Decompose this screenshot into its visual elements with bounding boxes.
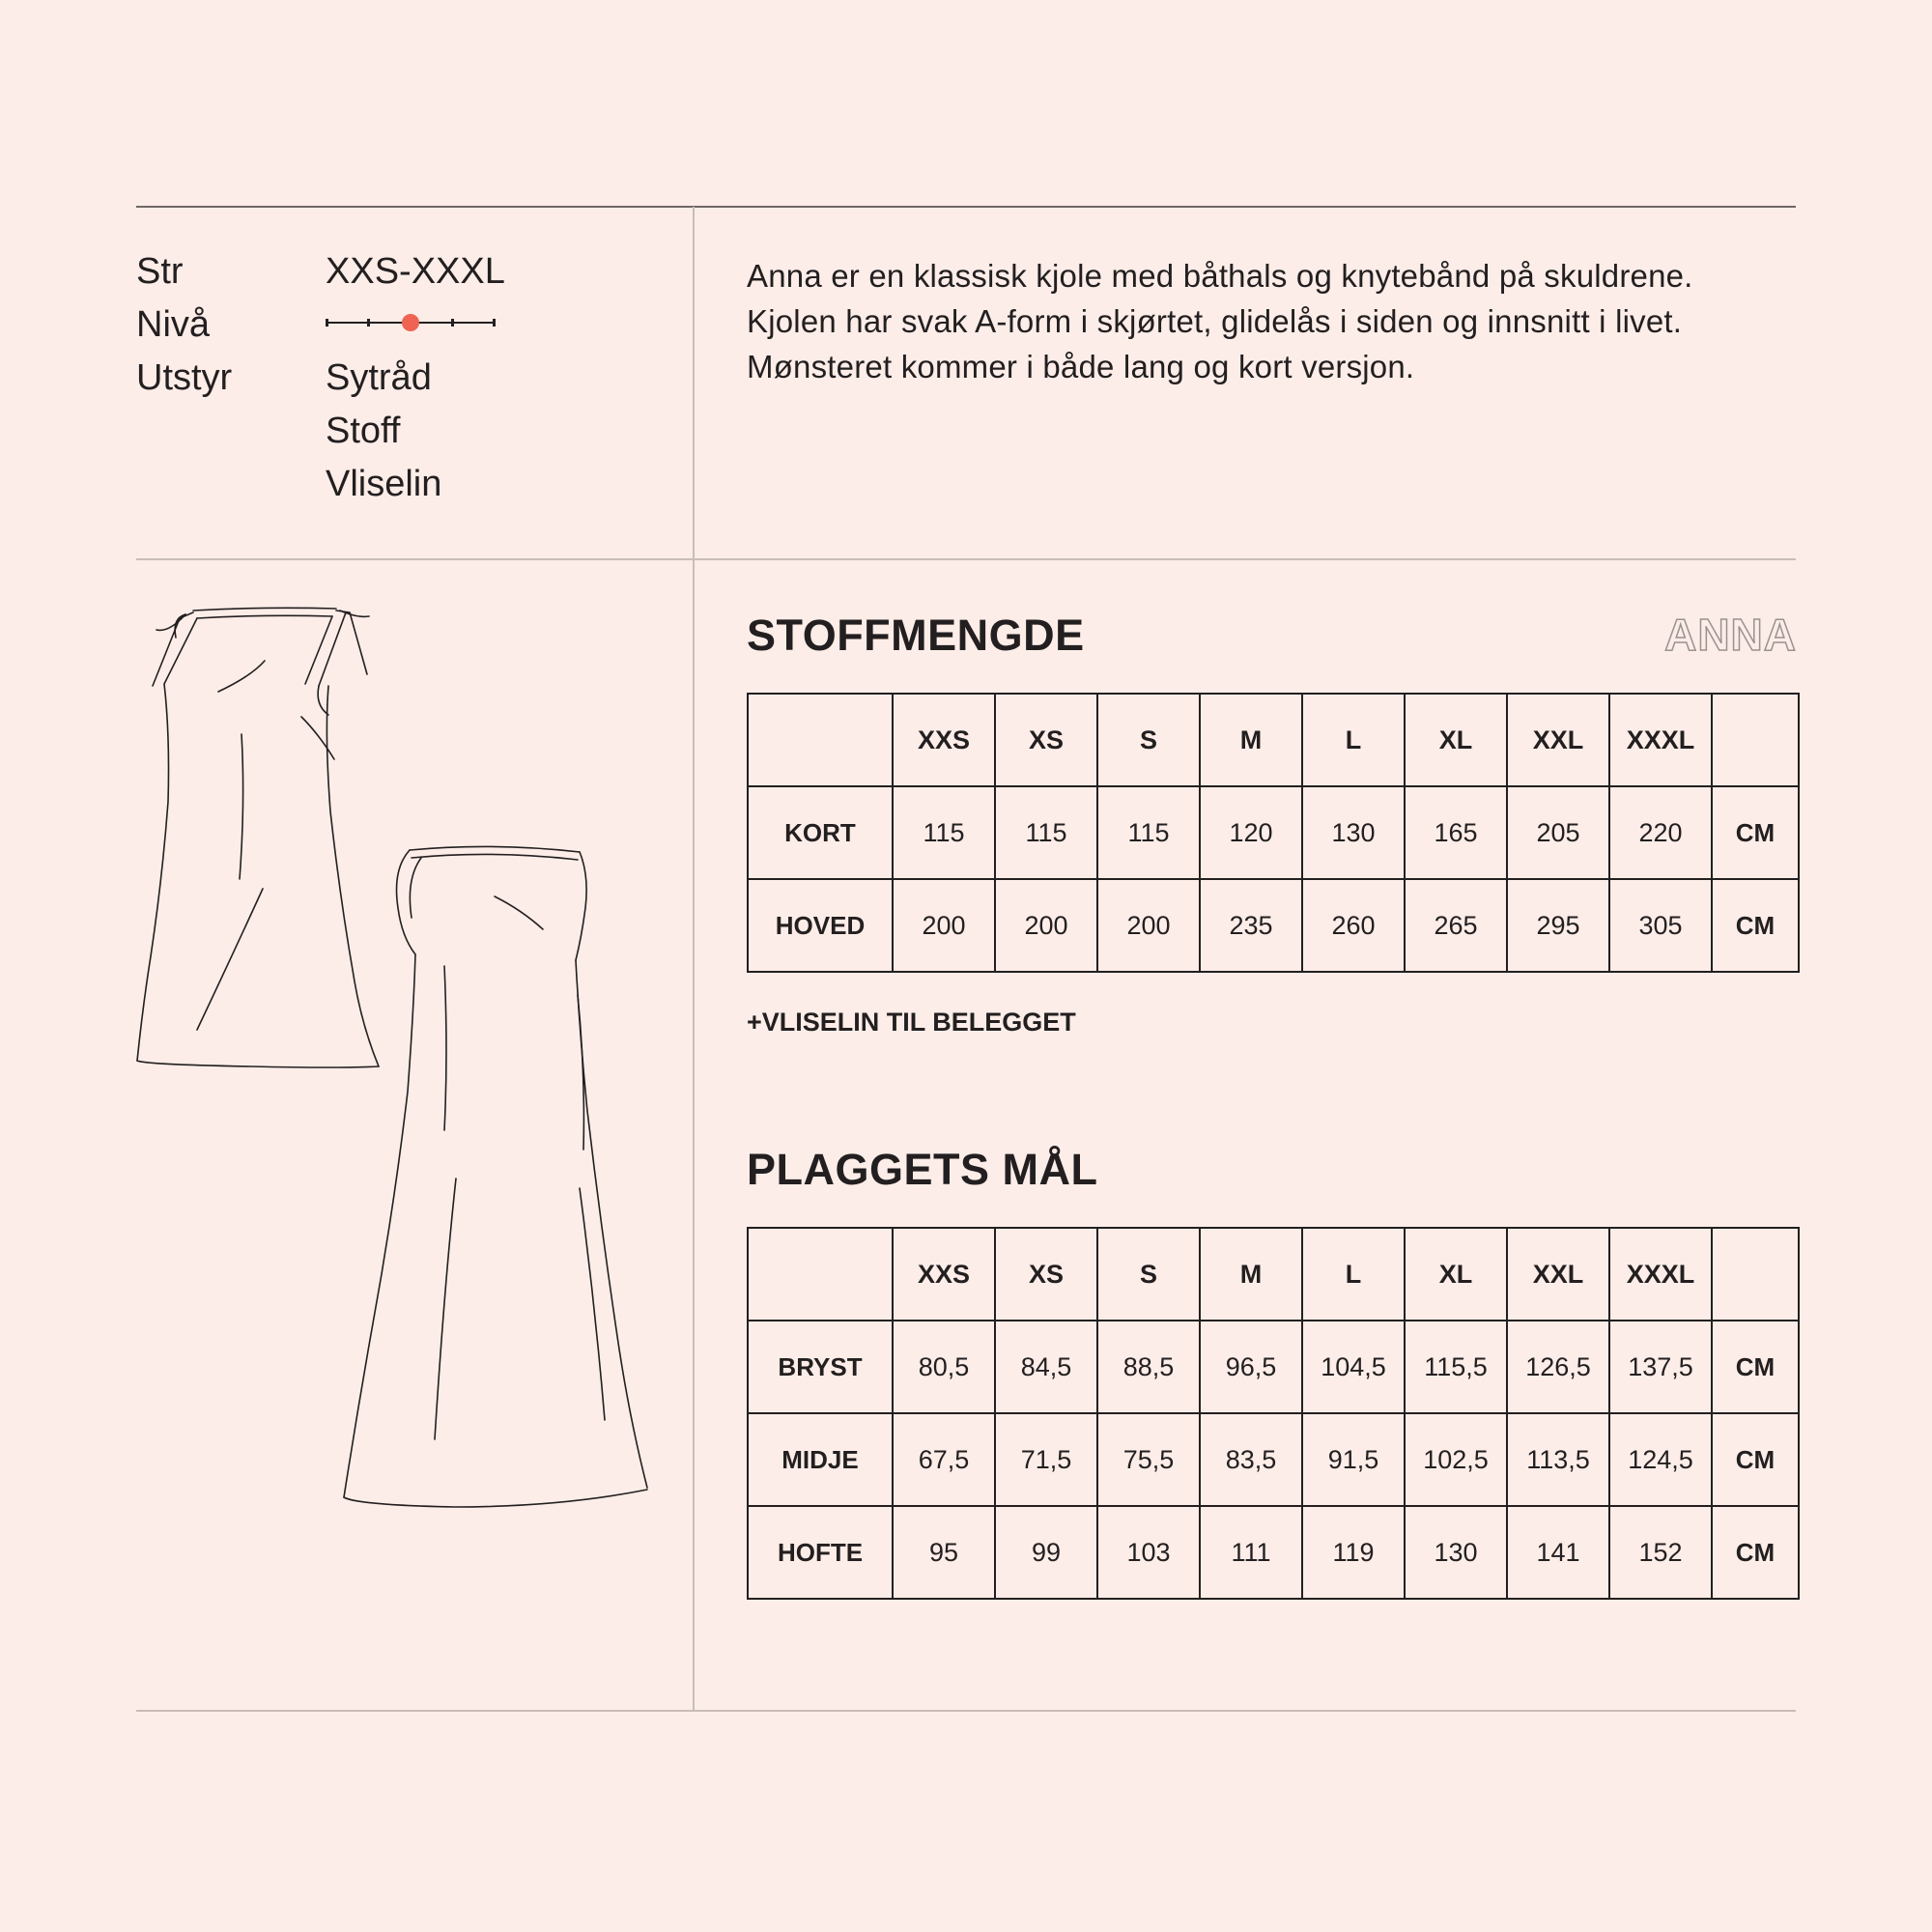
- fabric-note: +VLISELIN TIL BELEGGET: [747, 1008, 1076, 1037]
- level-marker: [402, 314, 419, 331]
- value-cell: 265: [1405, 879, 1507, 972]
- unit-cell: CM: [1712, 1413, 1799, 1506]
- table-row: [748, 1413, 1799, 1506]
- unit-cell: CM: [1712, 786, 1799, 879]
- value-cell: 260: [1302, 879, 1405, 972]
- value-cell: 115: [995, 786, 1097, 879]
- table-row: [748, 1506, 1799, 1599]
- level-tick: [451, 319, 454, 327]
- value-cell: 75,5: [1097, 1413, 1200, 1506]
- row-label-cell: BRYST: [748, 1321, 893, 1413]
- size-header-cell: XXXL: [1609, 1228, 1712, 1321]
- value-cell: 130: [1302, 786, 1405, 879]
- fabric-amount-title: STOFFMENGDE: [747, 611, 1085, 660]
- size-header-cell: XS: [995, 694, 1097, 786]
- value-cell: 96,5: [1200, 1321, 1302, 1413]
- value-cell: 91,5: [1302, 1413, 1405, 1506]
- value-cell: 115: [893, 786, 995, 879]
- size-header-cell: XL: [1405, 694, 1507, 786]
- size-header-cell: XXS: [893, 694, 995, 786]
- value-cell: 95: [893, 1506, 995, 1599]
- size-header-cell: L: [1302, 1228, 1405, 1321]
- unit-header-cell: [1712, 1228, 1799, 1321]
- difficulty-level-indicator: [326, 311, 496, 334]
- top-divider: [136, 206, 1796, 208]
- row-label-cell: HOVED: [748, 879, 893, 972]
- table-row: [748, 879, 1799, 972]
- equipment-item-fabric: Stoff: [326, 411, 401, 451]
- value-cell: 71,5: [995, 1413, 1097, 1506]
- level-tick: [367, 319, 370, 327]
- size-header-cell: M: [1200, 694, 1302, 786]
- value-cell: 137,5: [1609, 1321, 1712, 1413]
- value-cell: 80,5: [893, 1321, 995, 1413]
- value-cell: 200: [893, 879, 995, 972]
- size-header-cell: L: [1302, 694, 1405, 786]
- value-cell: 111: [1200, 1506, 1302, 1599]
- pattern-description: [747, 253, 1809, 389]
- value-cell: 103: [1097, 1506, 1200, 1599]
- value-cell: 305: [1609, 879, 1712, 972]
- value-cell: 115: [1097, 786, 1200, 879]
- size-header-cell: XXXL: [1609, 694, 1712, 786]
- value-cell: 130: [1405, 1506, 1507, 1599]
- value-cell: 113,5: [1507, 1413, 1609, 1506]
- value-cell: 67,5: [893, 1413, 995, 1506]
- value-cell: 165: [1405, 786, 1507, 879]
- value-cell: 104,5: [1302, 1321, 1405, 1413]
- unit-header-cell: [1712, 694, 1799, 786]
- value-cell: 200: [995, 879, 1097, 972]
- level-tick: [493, 319, 496, 327]
- description-line: Anna er en klassisk kjole med båthals og knytebånd på skuldrene.: [747, 258, 1693, 294]
- size-header-cell: XXL: [1507, 694, 1609, 786]
- size-header-cell: XXS: [893, 1228, 995, 1321]
- table-row: [748, 786, 1799, 879]
- equipment-label: Utstyr: [136, 357, 233, 398]
- corner-cell: [748, 1228, 893, 1321]
- size-label: Str: [136, 251, 184, 292]
- size-header-cell: M: [1200, 1228, 1302, 1321]
- size-header-row: [748, 1228, 1799, 1321]
- description-line: Kjolen har svak A-form i skjørtet, glidelås i siden og innsnitt i livet.: [747, 303, 1683, 339]
- value-cell: 141: [1507, 1506, 1609, 1599]
- value-cell: 84,5: [995, 1321, 1097, 1413]
- size-header-cell: XXL: [1507, 1228, 1609, 1321]
- value-cell: 152: [1609, 1506, 1712, 1599]
- size-header-cell: XL: [1405, 1228, 1507, 1321]
- value-cell: 102,5: [1405, 1413, 1507, 1506]
- unit-cell: CM: [1712, 879, 1799, 972]
- table-row: [748, 1321, 1799, 1413]
- corner-cell: [748, 694, 893, 786]
- size-range-value: XXS-XXXL: [326, 251, 505, 292]
- description-line: Mønsteret kommer i både lang og kort versjon.: [747, 349, 1415, 384]
- fabric-amount-table: [747, 693, 1800, 973]
- value-cell: 83,5: [1200, 1413, 1302, 1506]
- middle-divider: [136, 558, 1796, 560]
- row-label-cell: HOFTE: [748, 1506, 893, 1599]
- row-label-cell: MIDJE: [748, 1413, 893, 1506]
- size-header-cell: S: [1097, 1228, 1200, 1321]
- level-tick: [326, 319, 328, 327]
- value-cell: 235: [1200, 879, 1302, 972]
- value-cell: 124,5: [1609, 1413, 1712, 1506]
- unit-cell: CM: [1712, 1321, 1799, 1413]
- garment-measurements-table: [747, 1227, 1800, 1600]
- value-cell: 99: [995, 1506, 1097, 1599]
- column-divider: [693, 207, 695, 1711]
- level-label: Nivå: [136, 304, 211, 345]
- size-header-cell: XS: [995, 1228, 1097, 1321]
- size-header-row: [748, 694, 1799, 786]
- value-cell: 120: [1200, 786, 1302, 879]
- value-cell: 200: [1097, 879, 1200, 972]
- short-dress-icon: [137, 608, 379, 1067]
- garment-measurements-title: PLAGGETS MÅL: [747, 1145, 1098, 1194]
- size-header-cell: S: [1097, 694, 1200, 786]
- value-cell: 126,5: [1507, 1321, 1609, 1413]
- value-cell: 220: [1609, 786, 1712, 879]
- dress-illustration: [126, 589, 667, 1526]
- equipment-item-interfacing: Vliselin: [326, 464, 442, 504]
- value-cell: 205: [1507, 786, 1609, 879]
- pattern-brand-wordmark: ANNA: [1664, 610, 1797, 660]
- value-cell: 115,5: [1405, 1321, 1507, 1413]
- long-dress-icon: [344, 846, 647, 1507]
- equipment-item-thread: Sytråd: [326, 357, 432, 398]
- value-cell: 119: [1302, 1506, 1405, 1599]
- value-cell: 295: [1507, 879, 1609, 972]
- unit-cell: CM: [1712, 1506, 1799, 1599]
- row-label-cell: KORT: [748, 786, 893, 879]
- value-cell: 88,5: [1097, 1321, 1200, 1413]
- bottom-divider: [136, 1710, 1796, 1712]
